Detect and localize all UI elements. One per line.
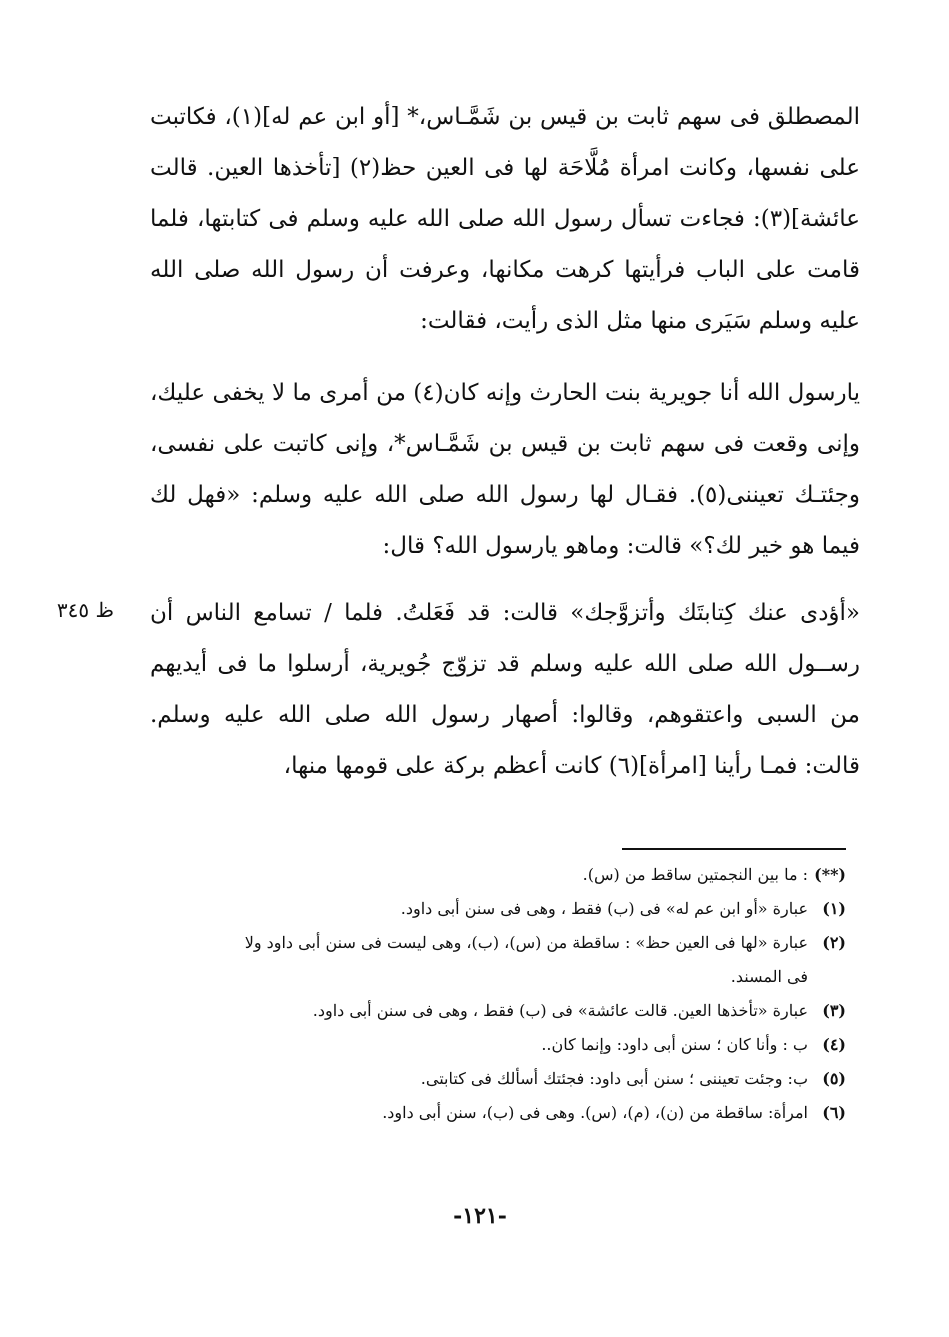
footnote	[240, 1062, 846, 1096]
footnotes	[240, 858, 846, 1130]
footnote-text: ب: وجئت تعيننى ؛ سنن أبى داود: فجئتك أسألك فى كتابتى.	[420, 1069, 808, 1088]
paragraph-text: يارسول الله أنا جويرية بنت الحارث وإنه كان(٤) من أمرى ما لا يخفى عليك، وإنى وقعت فى سهم ثابت بن قيس بن شَمَّـاس*، وإنى كاتبت على نفسى، وجئتـك تعيننى(٥). فقـال لها رسول الله صلى الله عليه وسلم: «فهل لك فيما هو خير لك؟» قالت: وماهو يارسول الله؟ قال:	[150, 380, 861, 559]
footnote-text: عبارة «تأخذها العين. قالت عائشة» فى (ب) فقط ، وهى فى سنن أبى داود.	[312, 1001, 808, 1020]
footnote-number: (٦)	[822, 1103, 846, 1122]
footnote-number: (٢)	[822, 933, 846, 952]
footnote-separator	[622, 848, 846, 850]
body-paragraph-3	[150, 588, 860, 792]
body-paragraph-2	[150, 368, 860, 572]
footnote-text: امرأة: ساقطة من (ن)، (م)، (س). وهى فى (ب)، سنن أبى داود.	[382, 1103, 808, 1122]
footnote-number: (١)	[822, 899, 846, 918]
footnote	[240, 926, 846, 994]
page-number: -١٢١-	[453, 1203, 507, 1229]
body-paragraph-1	[150, 92, 860, 347]
footnote-number: (**)	[814, 865, 846, 884]
footnote	[240, 892, 846, 926]
footnote	[240, 1096, 846, 1130]
manuscript-folio-reference: ظ ٣٤٥	[56, 598, 114, 622]
paragraph-text: «أؤدى عنك كِتابتَك وأتزوَّجك» قالت: قد فَعَلتُ. فلما / تسامع الناس أن رســول الله صلى الله عليه وسلم قد تزوّج جُويرية، أرسلوا ما فى أيديهم من السبى واعتقوهم، وقالوا: أصهار رسول الله صلى الله عليه وسلم. قالت: فمـا رأينا [امرأة](٦) كانت أعظم بركة على قومها منها،	[150, 600, 860, 779]
footnote	[240, 858, 846, 892]
footnote-text: : ما بين النجمتين ساقط من (س).	[582, 865, 808, 884]
footnote-number: (٤)	[822, 1035, 846, 1054]
footnote	[240, 994, 846, 1028]
paragraph-text: المصطلق فى سهم ثابت بن قيس بن شَمَّـاس،* [أو ابن عم له](١)، فكاتبت على نفسها، وكانت امرأة مُلَّاحَة لها فى العين حظ(٢) [تأخذها العين. قالت عائشة](٣): فجاءت تسأل رسول الله صلى الله عليه وسلم فى كتابتها، فلما قامت على الباب فرأيتها كرهت مكانها، وعرفت أن رسول الله صلى الله عليه وسلم سَيَرى منها مثل الذى رأيت، فقالت:	[150, 104, 860, 334]
footnote-text: عبارة «أو ابن عم له» فى (ب) فقط ، وهى فى سنن أبى داود.	[400, 899, 808, 918]
footnote-text: ب : وأنا كان ؛ سنن أبى داود: وإنما كان..	[541, 1035, 808, 1054]
footnote	[240, 1028, 846, 1062]
footnote-text: عبارة «لها فى العين حظ» : ساقطة من (س)، (ب)، وهى ليست فى سنن أبى داود ولا فى المسند.	[244, 933, 808, 986]
footnote-number: (٥)	[822, 1069, 846, 1088]
footnote-number: (٣)	[822, 1001, 846, 1020]
